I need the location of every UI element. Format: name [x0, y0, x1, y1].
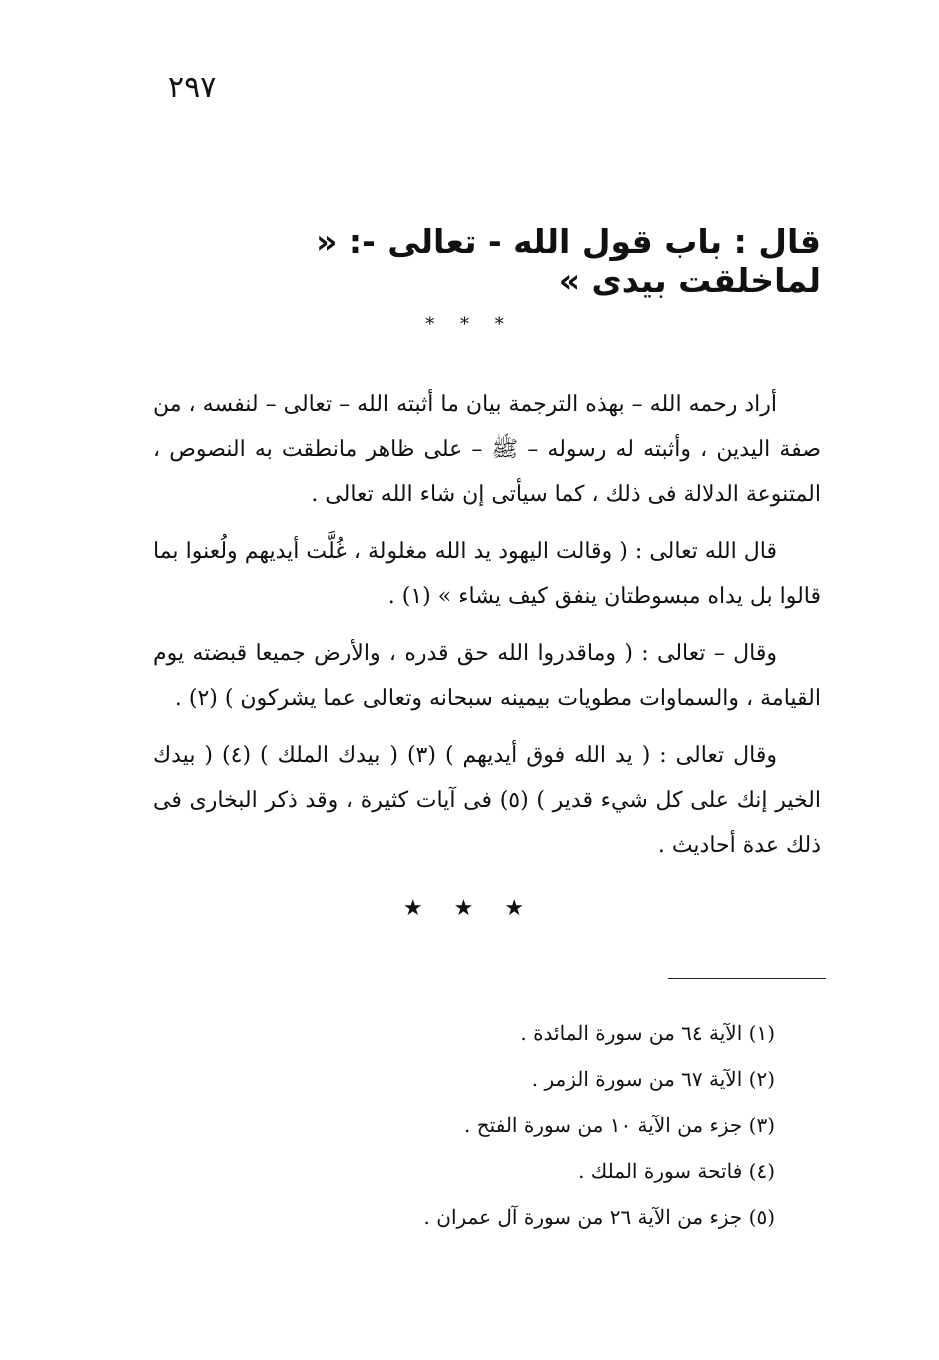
chapter-title: قال : باب قول الله - تعالى -: « لماخلقت بيدى »	[316, 222, 821, 300]
footnotes-list	[175, 1010, 775, 1240]
ornament-asterisks: * * *	[425, 314, 514, 335]
ornament-stars: ★ ★ ★	[402, 896, 537, 921]
footnote-item: (٣) جزء من الآية ١٠ من سورة الفتح .	[464, 1113, 775, 1137]
paragraph: وقال تعالى : ( يد الله فوق أيديهم ) (٣) ( بيدك الملك ) (٤) ( بيدك الخير إنك على كل شيء قدير ) (٥) فى آيات كثيرة ، وقد ذكر البخارى فى ذلك عدة أحاديث .	[153, 743, 821, 858]
paragraph: قال الله تعالى : ( وقالت اليهود يد الله مغلولة ، غُلَّت أيديهم ولُعنوا بما قالوا بل يداه مبسوطتان ينفق كيف يشاء » (١) .	[153, 539, 821, 609]
main-text	[153, 382, 821, 880]
footnote-item: (٥) جزء من الآية ٢٦ من سورة آل عمران .	[423, 1205, 775, 1229]
footnote-divider	[668, 978, 826, 979]
footnote-item: (٢) الآية ٦٧ من سورة الزمر .	[531, 1067, 775, 1091]
paragraph: وقال – تعالى : ( وماقدروا الله حق قدره ، والأرض جميعا قبضته يوم القيامة ، والسماوات مطويات بيمينه سبحانه وتعالى عما يشركون ) (٢) .	[153, 641, 821, 711]
page-number: ٢٩٧	[168, 70, 217, 105]
paragraph: أراد رحمه الله – بهذه الترجمة بيان ما أثبته الله – تعالى – لنفسه ، من صفة اليدين ، وأثبته له رسوله – ﷺ – على ظاهر مانطقت به النصوص ، المتنوعة الدلالة فى ذلك ، كما سيأتى إن شاء الله تعالى .	[153, 392, 821, 507]
footnote-item: (٤) فاتحة سورة الملك .	[578, 1159, 775, 1183]
footnote-item: (١) الآية ٦٤ من سورة المائدة .	[520, 1021, 775, 1045]
